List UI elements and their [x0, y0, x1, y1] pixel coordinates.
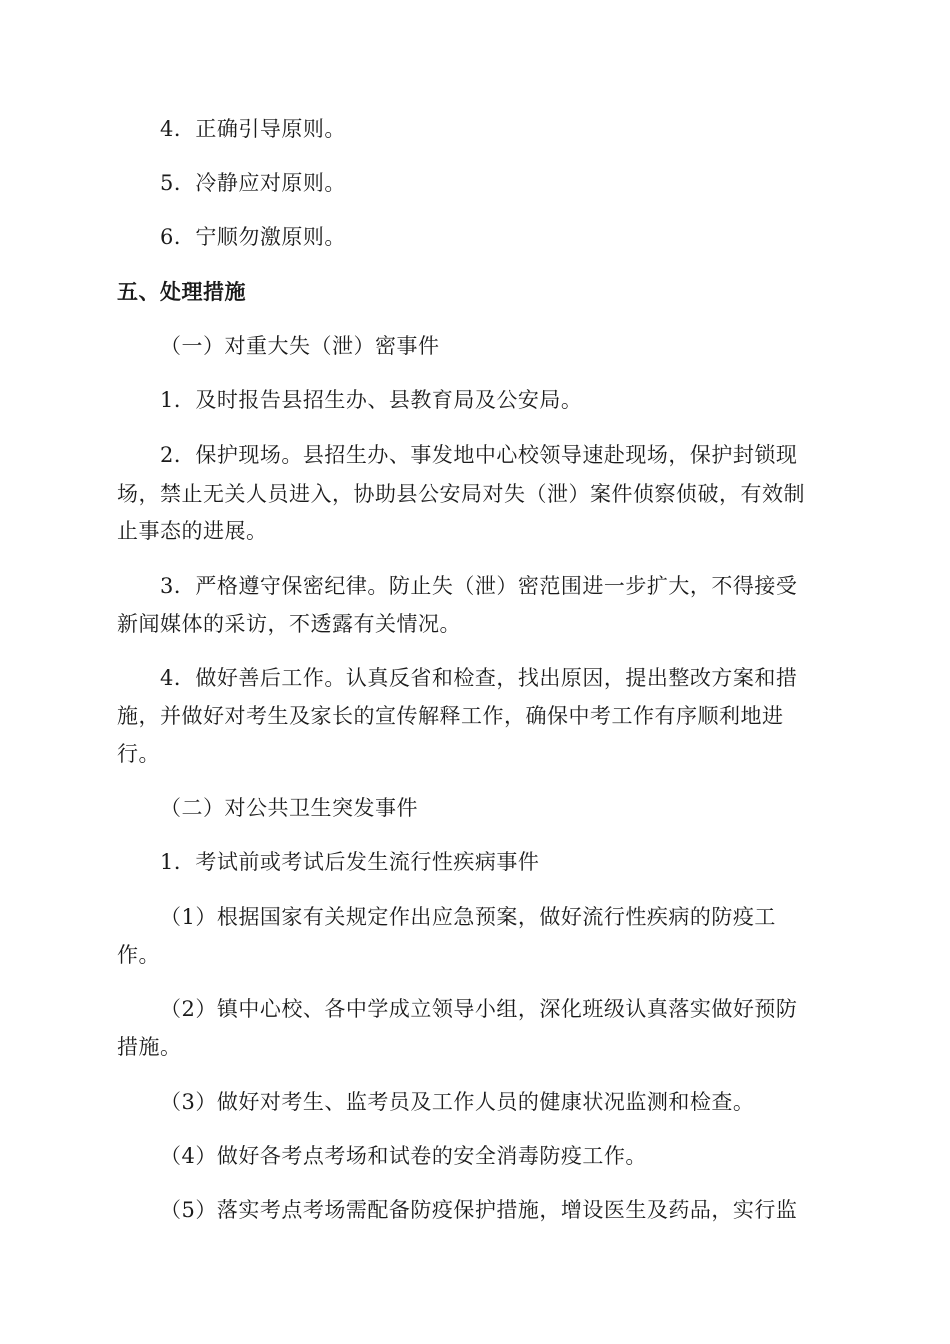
- principle-4: 4．正确引导原则。: [160, 117, 346, 141]
- subsection-1-item-3-line-1: 3．严格遵守保密纪律。防止失（泄）密范围进一步扩大，不得接受: [160, 574, 798, 598]
- subsection-1-item-2-line-1: 2．保护现场。县招生办、事发地中心校领导速赴现场，保护封锁现: [160, 443, 798, 467]
- subsection-1-item-4-line-1: 4．做好善后工作。认真反省和检查，找出原因，提出整改方案和措: [160, 666, 798, 690]
- subsection-2-sub-4: （4）做好各考点考场和试卷的安全消毒防疫工作。: [160, 1144, 647, 1168]
- subsection-2-sub-2-line-2: 措施。: [117, 1035, 182, 1059]
- subsection-2-sub-3: （3）做好对考生、监考员及工作人员的健康状况监测和检查。: [160, 1090, 755, 1114]
- principle-5: 5．冷静应对原则。: [160, 171, 346, 195]
- subsection-1-item-2-line-3: 止事态的进展。: [117, 519, 268, 543]
- section-heading: 五、处理措施: [117, 280, 246, 304]
- subsection-2-item-1: 1．考试前或考试后发生流行性疾病事件: [160, 850, 540, 874]
- principle-6: 6．宁顺勿激原则。: [160, 225, 346, 249]
- subsection-1-item-1: 1．及时报告县招生办、县教育局及公安局。: [160, 388, 583, 412]
- subsection-2-sub-2-line-1: （2）镇中心校、各中学成立领导小组，深化班级认真落实做好预防: [160, 997, 798, 1021]
- subsection-2-title: （二）对公共卫生突发事件: [160, 796, 418, 820]
- subsection-2-sub-1-line-2: 作。: [117, 943, 160, 967]
- subsection-1-item-4-line-3: 行。: [117, 742, 160, 766]
- subsection-1-item-4-line-2: 施，并做好对考生及家长的宣传解释工作，确保中考工作有序顺利地进: [117, 704, 784, 728]
- subsection-1-item-2-line-2: 场，禁止无关人员进入，协助县公安局对失（泄）案件侦察侦破，有效制: [117, 482, 805, 506]
- subsection-2-sub-1-line-1: （1）根据国家有关规定作出应急预案，做好流行性疾病的防疫工: [160, 905, 776, 929]
- subsection-1-item-3-line-2: 新闻媒体的采访，不透露有关情况。: [117, 612, 461, 636]
- subsection-1-title: （一）对重大失（泄）密事件: [160, 334, 440, 358]
- subsection-2-sub-5-line-1: （5）落实考点考场需配备防疫保护措施，增设医生及药品，实行监: [160, 1198, 798, 1222]
